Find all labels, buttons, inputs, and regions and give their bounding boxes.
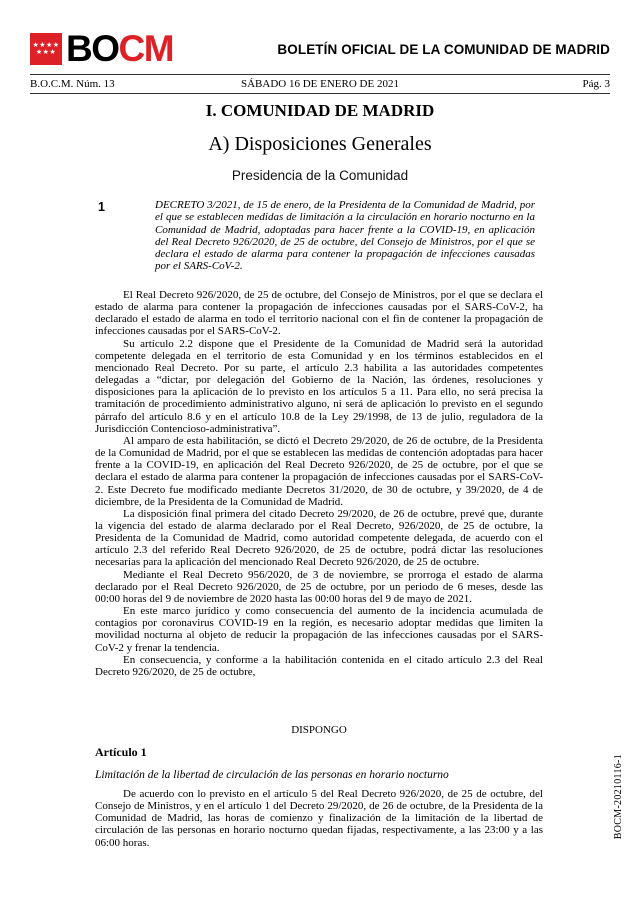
header-rule-bottom <box>30 93 610 94</box>
paragraph: Al amparo de esta habilitación, se dictó el Decreto 29/2020, de 26 de octubre, de la Presidenta de la Comunidad de Madrid, por el que se establecen las medidas de contención adoptadas para hacer frente a la COVID-19, en aplicación del Real Decreto 926/2020, de 25 de octubre, por el que se declara el estado de alarma para contener la propagación de infecciones causadas por el SARS-CoV-2. Este Decreto fue modificado mediante Decretos 31/2020, de 30 de octubre, y 39/2020, de 4 de diciembre, de la Presidenta de la Comunidad de Madrid. <box>95 434 543 508</box>
logo-cm: CM <box>118 28 174 69</box>
decree-summary: DECRETO 3/2021, de 15 de enero, de la Presidenta de la Comunidad de Madrid, por el que se establecen medidas de limitación a la circulación en horario nocturno en la Comunidad de Madrid, adoptadas para hacer frente a la COVID-19, en aplicación del Real Decreto 926/2020, de 25 de octubre, del Consejo de Ministros, por el que se declara el estado de alarma para contener la propagación de infecciones causadas por el SARS-CoV-2. <box>155 199 535 273</box>
issue-number: B.O.C.M. Núm. 13 <box>30 78 115 90</box>
paragraph: Su artículo 2.2 dispone que el Presidente de la Comunidad de Madrid será la autoridad competente delegada en el territorio de esta Comunidad y en los términos establecidos en el mencionado Real Decreto. Por su parte, el artículo 2.3 habilita a las autoridades competentes delegadas a “dictar, por delegación del Gobierno de la Nación, las órdenes, resoluciones y disposiciones para la aplicación de lo previsto en los artículos 5 a 11. Para ello, no será precisa la tramitación de procedimiento administrativo alguno, ni será de aplicación lo previsto en el segundo párrafo del artículo 8.6 y en el artículo 10.8 de la Ley 29/1998, de 13 de julio, reguladora de la Jurisdicción Contencioso-administrativa”. <box>95 337 543 435</box>
dispongo-heading: DISPONGO <box>291 724 347 736</box>
paragraph: De acuerdo con lo previsto en el artículo 5 del Real Decreto 926/2020, de 25 de octubre, del Consejo de Ministros, y en el artículo 1 del Decreto 29/2020, de 26 de octubre, de la Presidenta de la Comunidad de Madrid, las horas de comienzo y finalización de la limitación de la libertad de circulación de las personas en horario nocturno quedan fijadas, respectivamente, a las 23:00 y a las 06:00 horas. <box>95 788 543 849</box>
paragraph: Mediante el Real Decreto 956/2020, de 3 de noviembre, se prorroga el estado de alarma declarado por el Real Decreto 926/2020, de 25 de octubre, por un periodo de 6 meses, desde las 00:00 horas del 9 de noviembre de 2020 hasta las 00:00 horas del 9 de mayo de 2021. <box>95 568 543 605</box>
paragraph: En este marco jurídico y como consecuencia del aumento de la incidencia acumulada de contagios por coronavirus COVID-19 en la región, es necesario adoptar medidas que limiten la movilidad nocturna al objeto de reducir la propagación de las infecciones causadas por el SARS-CoV-2 y frenar la tendencia. <box>95 605 543 654</box>
article-1-heading: Artículo 1 <box>95 745 147 759</box>
masthead-title: BOLETÍN OFICIAL DE LA COMUNIDAD DE MADRID <box>277 42 610 57</box>
bocm-logo-text <box>66 28 174 69</box>
madrid-flag-icon <box>30 33 62 65</box>
paragraph: El Real Decreto 926/2020, de 25 de octubre, del Consejo de Ministros, por el que se declara el estado de alarma para contener la propagación de infecciones causadas por el SARS-CoV-2, ha declarado el estado de alarma en todo el territorio nacional con el fin de contener la propagación de infecciones causadas por el SARS-CoV-2. <box>95 289 543 338</box>
article-1-body <box>95 788 543 849</box>
paragraph: En consecuencia, y conforme a la habilitación contenida en el citado artículo 2.3 del Real Decreto 926/2020, de 25 de octubre, <box>95 653 543 678</box>
header-rule-top <box>30 74 610 75</box>
paragraph: La disposición final primera del citado Decreto 29/2020, de 26 de octubre, prevé que, durante la vigencia del estado de alarma declarado por el Real Decreto, 926/2020, de 25 de octubre, la Presidenta de la Comunidad de Madrid, como autoridad competente delegada, de acuerdo con el artículo 2.3 del referido Real Decreto 926/2020, de 25 de octubre, podrá dictar las resoluciones necesarias para la aplicación del mencionado Real Decreto 926/2020, de 25 de octubre. <box>95 507 543 569</box>
authority-title: Presidencia de la Comunidad <box>231 168 409 183</box>
page-number: Pág. 3 <box>582 78 610 90</box>
section-title: I. COMUNIDAD DE MADRID <box>205 101 435 120</box>
bocm-logo <box>30 28 174 69</box>
header-band <box>30 78 610 92</box>
flag-stars-row-1: ★★★★ <box>32 41 60 49</box>
document-code-vertical: BOCM-20210116-1 <box>613 754 624 840</box>
decree-item-number: 1 <box>98 200 105 214</box>
article-1-subtitle: Limitación de la libertad de circulación de las personas en horario nocturno <box>95 769 449 781</box>
flag-stars-row-2: ★★★ <box>35 48 57 56</box>
subsection-title: A) Disposiciones Generales <box>208 133 432 155</box>
preamble-text <box>95 289 543 678</box>
logo-bo: BO <box>66 28 119 69</box>
issue-date: SÁBADO 16 DE ENERO DE 2021 <box>241 78 399 90</box>
